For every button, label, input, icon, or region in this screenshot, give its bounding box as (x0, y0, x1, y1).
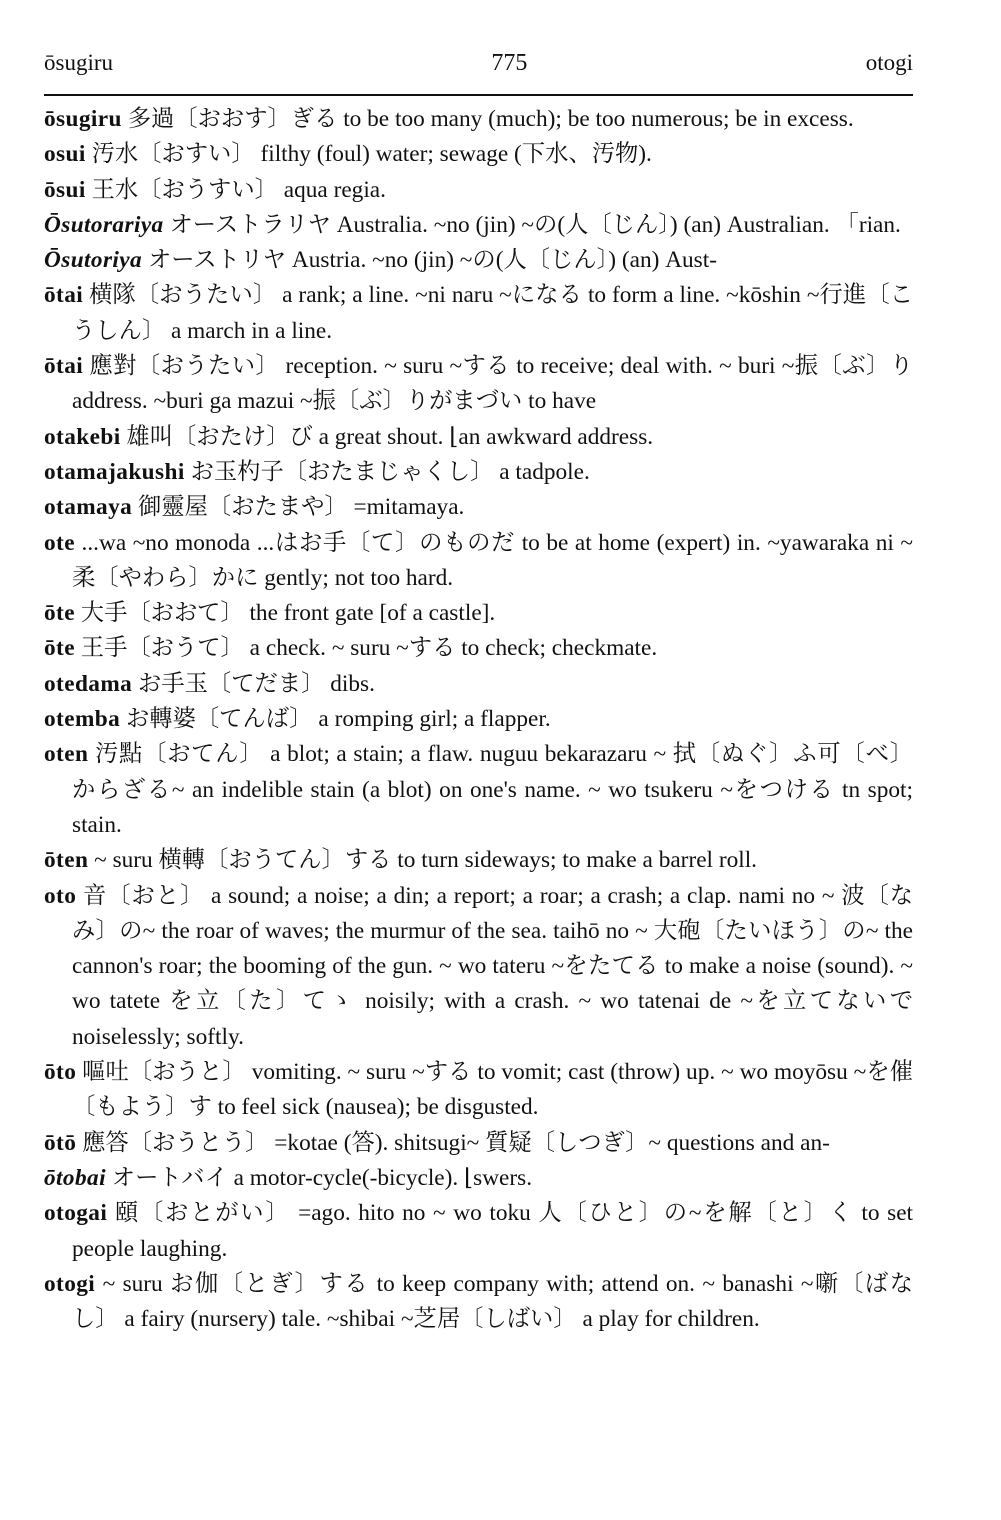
entry-definition: 應對〔おうたい〕 reception. ~ suru ~する to receive; deal with. ~ buri ~振〔ぶ〕り address. ~buri ga mazui ~振〔ぶ〕りがまづい to have (72, 353, 913, 415)
dictionary-entry (44, 1196, 913, 1267)
entry-definition: お手玉〔てだま〕 dibs. (138, 670, 375, 697)
entry-headword: otogai (44, 1200, 108, 1227)
entry-headword: ōtai (44, 282, 84, 309)
entry-definition: ...wa ~no monoda ...はお手〔て〕のものだ to be at home (expert) in. ~yawaraka ni ~柔〔やわら〕かに gently; not too hard. (72, 529, 913, 591)
entry-definition: 王手〔おうて〕 a check. ~ suru ~する to check; checkmate. (80, 635, 658, 662)
dictionary-entry (44, 490, 913, 525)
dictionary-entry (44, 843, 913, 878)
entry-definition: 多過〔おおす〕ぎる to be too many (much); be too numerous; be in excess. (127, 106, 854, 132)
entry-definition: 大手〔おおて〕 the front gate [of a castle]. (80, 600, 496, 627)
entry-headword: otakebi (44, 423, 121, 450)
entry-headword: otogi (44, 1270, 96, 1297)
entry-headword: otamaya (44, 494, 133, 521)
dictionary-entry (44, 1126, 913, 1161)
entry-definition: お玉杓子〔おたまじゃくし〕 a tadpole. (190, 458, 590, 485)
dictionary-entry (44, 667, 913, 702)
entry-definition: 汚點〔おてん〕 a blot; a stain; a flaw. nuguu bekarazaru ~ 拭〔ぬぐ〕ふ可〔べ〕からざる~ an indelible stain (a blot) on one's name. ~ wo tsukeru ~をつける tn spot; stain. (72, 741, 913, 838)
left-guide-word: ōsugiru (44, 50, 113, 75)
entry-headword: Ōsutorariya (44, 211, 164, 238)
dictionary-entry (44, 1267, 913, 1338)
entry-headword: ōten (44, 847, 89, 874)
entry-definition: オーストラリヤ Australia. ~no (jin) ~の(人〔じん〕) (an) Australian. 「rian. (169, 211, 901, 238)
header-rule (44, 94, 913, 96)
dictionary-entry (44, 879, 913, 1055)
entry-headword: Ōsutoriya (44, 247, 143, 274)
entry-definition: 汚水〔おすい〕 filthy (foul) water; sewage (下水、汚物). (91, 141, 652, 168)
dictionary-entry (44, 102, 913, 137)
entry-definition: 頤〔おとがい〕 =ago. hito no ~ wo toku 人〔ひと〕の~を解〔と〕く to set people laughing. (72, 1200, 914, 1262)
dictionary-entry (44, 737, 913, 843)
dictionary-entry (44, 243, 913, 278)
entry-headword: ōtai (44, 353, 84, 380)
dictionary-entry (44, 526, 913, 597)
entry-list (44, 102, 913, 1337)
entry-headword: otemba (44, 706, 121, 733)
entry-headword: osui (44, 141, 86, 168)
entry-definition: 音〔おと〕 a sound; a noise; a din; a report; a roar; a crash; a clap. nami no ~ 波〔なみ〕の~ the roar of waves; the murmur of the sea. taihō no ~ 大砲〔たいほう〕の~ the cannon's roar; the booming of the gun. ~ wo tateru ~をたてる to make a noise (sound). ~ wo tatete を立〔た〕てゝ noisily; with a crash. ~ wo tatenai de ~を立てないで noiselessly; softly. (72, 882, 913, 1050)
dictionary-entry (44, 631, 913, 666)
entry-headword: ōtō (44, 1129, 77, 1156)
entry-definition: 横隊〔おうたい〕 a rank; a line. ~ni naru ~になる to form a line. ~kōshin ~行進〔こうしん〕 a march in a line. (72, 282, 914, 344)
entry-definition: 王水〔おうすい〕 aqua regia. (91, 176, 386, 203)
dictionary-entry (44, 1161, 913, 1196)
entry-headword: ōsugiru (44, 106, 122, 132)
right-guide-word: otogi (865, 50, 913, 75)
entry-headword: oten (44, 741, 89, 768)
dictionary-entry (44, 278, 913, 349)
entry-headword: oto (44, 882, 77, 909)
entry-definition: 嘔吐〔おうと〕 vomiting. ~ suru ~する to vomit; cast (throw) up. ~ wo moyōsu ~を催〔もよう〕す to feel sick (nausea); be disgusted. (72, 1059, 913, 1121)
dictionary-entry (44, 1055, 913, 1126)
dictionary-entry (44, 208, 913, 243)
entry-definition: 雄叫〔おたけ〕び a great shout. ⌊an awkward address. (126, 423, 654, 450)
dictionary-entry (44, 596, 913, 631)
entry-definition: 應答〔おうとう〕 =kotae (答). shitsugi~ 質疑〔しつぎ〕~ questions and an- (82, 1129, 830, 1156)
entry-headword: ote (44, 529, 75, 556)
entry-definition: オートバイ a motor-cycle(-bicycle). ⌊swers. (111, 1164, 533, 1191)
entry-headword: otamajakushi (44, 458, 185, 485)
entry-headword: ōsui (44, 176, 86, 203)
entry-definition: オーストリヤ Austria. ~no (jin) ~の(人〔じん〕) (an) Aust- (147, 247, 717, 274)
entry-definition: お轉婆〔てんば〕 a romping girl; a flapper. (126, 706, 551, 733)
running-header (44, 50, 913, 77)
entry-headword: ōte (44, 635, 75, 662)
dictionary-entry (44, 702, 913, 737)
entry-definition: 御靈屋〔おたまや〕 =mitamaya. (138, 494, 465, 521)
entry-headword: ōto (44, 1059, 77, 1086)
dictionary-entry (44, 349, 913, 420)
entry-headword: ōtobai (44, 1164, 106, 1191)
entry-headword: otedama (44, 670, 133, 697)
entry-definition: ~ suru 横轉〔おうてん〕する to turn sideways; to make a barrel roll. (94, 847, 758, 874)
dictionary-entry (44, 173, 913, 208)
dictionary-entry (44, 420, 913, 455)
dictionary-entry (44, 455, 913, 490)
dictionary-entry (44, 137, 913, 172)
entry-definition: ~ suru お伽〔とぎ〕する to keep company with; attend on. ~ banashi ~噺〔ばなし〕 a fairy (nursery) tale. ~shibai ~芝居〔しばい〕 a play for children. (72, 1270, 913, 1333)
entry-headword: ōte (44, 600, 75, 627)
page-number: 775 (491, 50, 528, 76)
